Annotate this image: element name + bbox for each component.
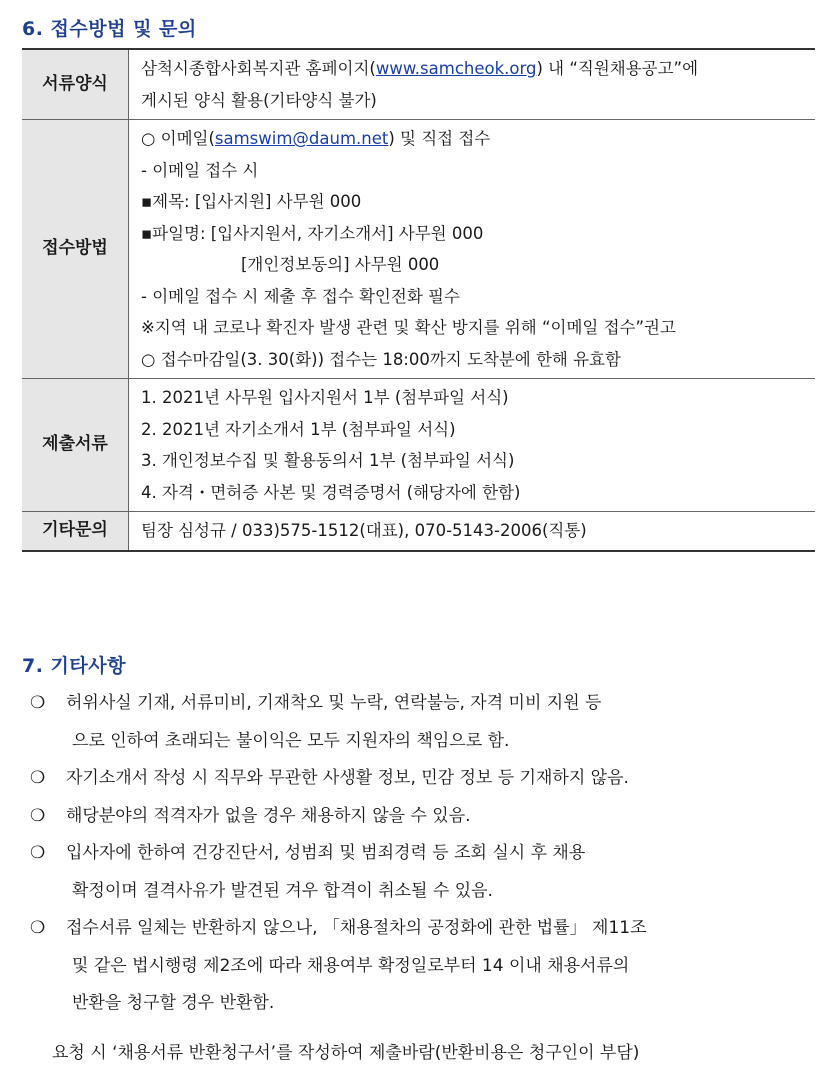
content-line (141, 53, 815, 85)
table-row (22, 120, 815, 379)
list-item-text: 확정이며 결격사유가 발견된 겨우 합격이 취소될 수 있음. (72, 880, 493, 901)
list-item (30, 798, 820, 836)
list-item (30, 835, 820, 910)
link-text[interactable]: www.samcheok.org (375, 59, 537, 78)
section-6-title: 6. 접수방법 및 문의 (22, 18, 197, 40)
list-item-text: 및 같은 법시행령 제2조에 따라 채용여부 확정일로부터 14 이내 채용서류의 (72, 955, 630, 976)
content-line: ※지역 내 코로나 확진자 발생 관련 및 확산 방지를 위해 “이메일 접수”권고 (141, 318, 676, 337)
content-line: ▪파일명: [입사지원서, 자기소개서] 사무원 000 (141, 223, 484, 243)
return-request-note: 요청 시 ‘채용서류 반환청구서’를 작성하여 제출바람(반환비용은 청구인이 부담) (52, 1043, 640, 1063)
row-label: 제출서류 (22, 379, 129, 512)
list-item (30, 760, 820, 798)
content-line: 게시된 양식 활용(기타양식 불가) (141, 90, 377, 110)
content-line: ○ 접수마감일(3. 30(화)) 접수는 18:00까지 도착분에 한해 유효함 (141, 349, 621, 369)
other-notes-list (30, 685, 820, 1023)
line-text: ) 내 “직원채용공고”에 (536, 59, 699, 78)
list-item-text: 반환을 청구할 경우 반환함. (72, 993, 275, 1013)
list-item (30, 910, 820, 1023)
list-item-text: 자기소개서 작성 시 직무와 무관한 사생활 정보, 민감 정보 등 기재하지 않음. (66, 768, 629, 788)
content-line: 1. 2021년 사무원 입사지원서 1부 (첨부파일 서식) (141, 388, 509, 407)
content-line: 2. 2021년 자기소개서 1부 (첨부파일 서식) (141, 419, 456, 439)
bullet-circle-icon: ❍ (30, 843, 46, 863)
row-label: 기타문의 (22, 512, 129, 551)
bullet-circle-icon: ❍ (30, 693, 46, 713)
application-info-table (22, 48, 815, 552)
content-line: 팀장 심성규 / 033)575-1512(대표), 070-5143-2006(직통) (141, 521, 587, 540)
line-text: 삼척시종합사회복지관 홈페이지( (141, 59, 376, 78)
line-text: ) 및 직접 접수 (388, 129, 491, 148)
content-line: 4. 자격・면허증 사본 및 경력증명서 (해당자에 한함) (141, 482, 521, 502)
content-line: 3. 개인정보수집 및 활용동의서 1부 (첨부파일 서식) (141, 451, 515, 470)
list-item (30, 685, 820, 760)
table-row (22, 49, 815, 120)
row-content (129, 379, 816, 512)
table-row (22, 512, 815, 551)
link-text[interactable]: samswim@daum.net (214, 129, 389, 148)
content-line: - 이메일 접수 시 (141, 160, 259, 180)
content-line (141, 123, 815, 155)
bullet-circle-icon: ❍ (30, 768, 46, 788)
row-label: 서류양식 (22, 49, 129, 120)
row-content (129, 49, 816, 120)
content-line: - 이메일 접수 시 제출 후 접수 확인전화 필수 (141, 286, 460, 306)
line-text: ○ 이메일( (141, 129, 215, 148)
row-content (129, 512, 816, 551)
list-item-text: 으로 인하여 초래되는 불이익은 모두 지원자의 책임으로 함. (72, 730, 510, 751)
bullet-circle-icon: ❍ (30, 918, 46, 938)
list-item-text: 입사자에 한하여 건강진단서, 성범죄 및 범죄경력 등 조회 실시 후 채용 (66, 843, 586, 863)
content-line: ▪제목: [입사지원] 사무원 000 (141, 192, 362, 211)
list-item-text: 허위사실 기재, 서류미비, 기재착오 및 누락, 연락불능, 자격 미비 지원 등 (66, 693, 602, 713)
list-item-text: 해당분야의 적격자가 없을 경우 채용하지 않을 수 있음. (66, 805, 471, 826)
bullet-circle-icon: ❍ (30, 805, 46, 826)
content-line: [개인정보동의] 사무원 000 (241, 255, 440, 274)
table-row (22, 379, 815, 512)
list-item-text: 접수서류 일체는 반환하지 않으나, 「채용절차의 공정화에 관한 법률」 제11조 (66, 918, 647, 938)
row-content (129, 120, 816, 379)
row-label: 접수방법 (22, 120, 129, 379)
section-7-title: 7. 기타사항 (22, 655, 126, 677)
